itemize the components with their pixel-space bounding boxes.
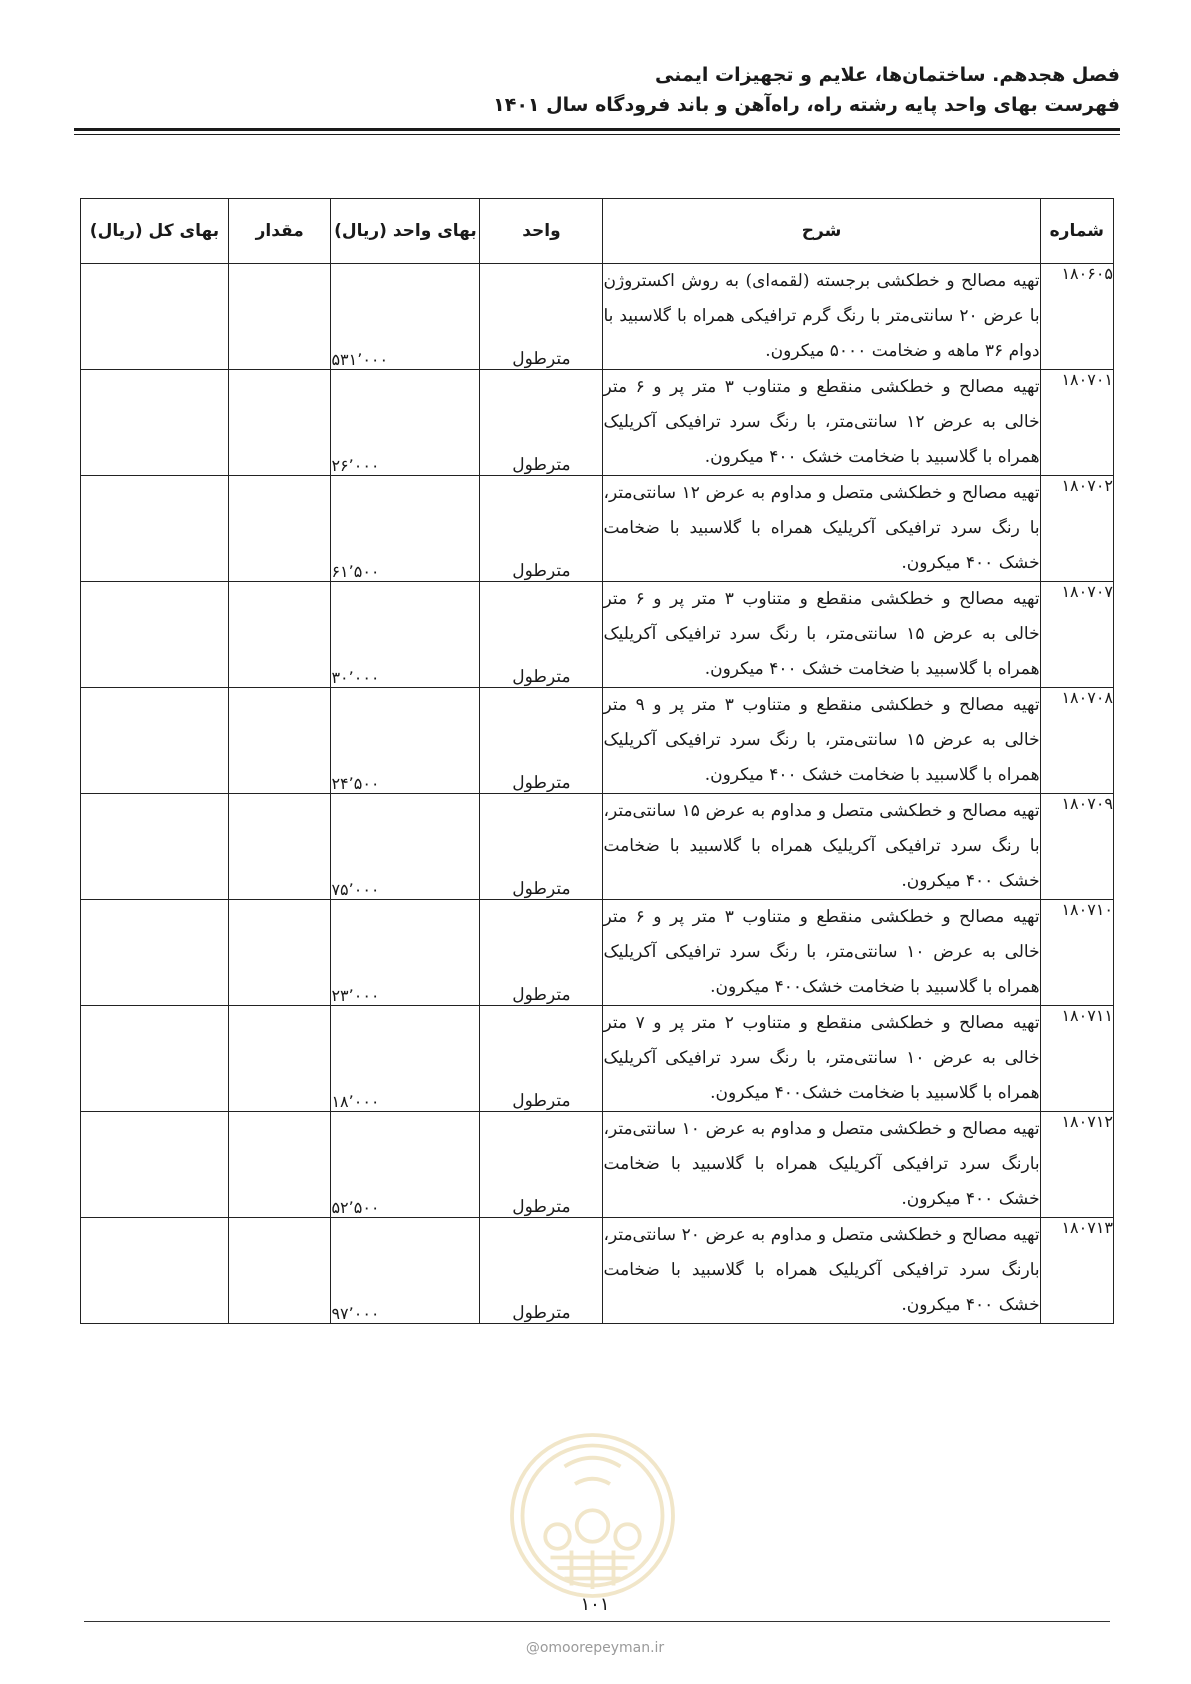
price-table [80, 198, 1114, 1324]
page-header [74, 60, 1120, 120]
footer-divider [84, 1621, 1110, 1622]
item-quantity [228, 370, 331, 476]
item-description: تهیه مصالح و خطکشی منقطع و متناوب ۲ متر پر و ۷ متر خالی به عرض ۱۰ سانتی‌متر، با رنگ سرد ترافیکی آکریلیک همراه با گلاسبید با ضخامت خشک۴۰۰ میکرون. [603, 1006, 1040, 1112]
item-number: ۱۸۰۷۱۱ [1040, 1006, 1113, 1112]
item-total-price [81, 476, 229, 582]
item-description: تهیه مصالح و خطکشی متصل و مداوم به عرض ۱۰ سانتی‌متر، بارنگ سرد ترافیکی آکریلیک همراه با گلاسبید با ضخامت خشک ۴۰۰ میکرون. [603, 1112, 1040, 1218]
item-unit-price: ۲۴٬۵۰۰ [331, 688, 480, 794]
item-unit: مترطول [480, 794, 603, 900]
item-description: تهیه مصالح و خطکشی متصل و مداوم به عرض ۲۰ سانتی‌متر، بارنگ سرد ترافیکی آکریلیک همراه با گلاسبید با ضخامت خشک ۴۰۰ میکرون. [603, 1218, 1040, 1324]
table-row [81, 1218, 1114, 1324]
item-total-price [81, 900, 229, 1006]
item-number: ۱۸۰۷۰۲ [1040, 476, 1113, 582]
item-total-price [81, 1006, 229, 1112]
item-quantity [228, 582, 331, 688]
table-row [81, 370, 1114, 476]
watermark-site-text: @omoorepeyman.ir [525, 1640, 665, 1656]
item-quantity [228, 476, 331, 582]
table-row [81, 900, 1114, 1006]
item-unit-price: ۶۱٬۵۰۰ [331, 476, 480, 582]
column-header-quantity: مقدار [228, 199, 331, 264]
item-unit: مترطول [480, 1006, 603, 1112]
table-row [81, 794, 1114, 900]
header-divider-thin [74, 134, 1120, 135]
table-row [81, 688, 1114, 794]
item-description: تهیه مصالح و خطکشی منقطع و متناوب ۳ متر پر و ۹ متر خالی به عرض ۱۵ سانتی‌متر، با رنگ سرد ترافیکی آکریلیک همراه با گلاسبید با ضخامت خشک ۴۰۰ میکرون. [603, 688, 1040, 794]
item-quantity [228, 900, 331, 1006]
table-row [81, 1112, 1114, 1218]
item-total-price [81, 1218, 229, 1324]
item-number: ۱۸۰۷۰۹ [1040, 794, 1113, 900]
table-header-row [81, 199, 1114, 264]
item-unit: مترطول [480, 1112, 603, 1218]
item-total-price [81, 264, 229, 370]
item-quantity [228, 264, 331, 370]
item-number: ۱۸۰۷۱۳ [1040, 1218, 1113, 1324]
column-header-unit-price: بهای واحد (ریال) [331, 199, 480, 264]
item-unit-price: ۵۲٬۵۰۰ [331, 1112, 480, 1218]
item-number: ۱۸۰۷۱۰ [1040, 900, 1113, 1006]
item-total-price [81, 1112, 229, 1218]
header-divider-thick [74, 128, 1120, 131]
item-unit: مترطول [480, 582, 603, 688]
item-total-price [81, 794, 229, 900]
item-description: تهیه مصالح و خطکشی منقطع و متناوب ۳ متر پر و ۶ متر خالی به عرض ۱۲ سانتی‌متر، با رنگ سرد ترافیکی آکریلیک همراه با گلاسبید با ضخامت خشک ۴۰۰ میکرون. [603, 370, 1040, 476]
item-total-price [81, 688, 229, 794]
item-unit: مترطول [480, 688, 603, 794]
item-description: تهیه مصالح و خطکشی متصل و مداوم به عرض ۱۲ سانتی‌متر، با رنگ سرد ترافیکی آکریلیک همراه با گلاسبید با ضخامت خشک ۴۰۰ میکرون. [603, 476, 1040, 582]
item-unit: مترطول [480, 264, 603, 370]
item-quantity [228, 794, 331, 900]
item-unit: مترطول [480, 476, 603, 582]
item-number: ۱۸۰۶۰۵ [1040, 264, 1113, 370]
item-number: ۱۸۰۷۰۷ [1040, 582, 1113, 688]
item-unit-price: ۲۳٬۰۰۰ [331, 900, 480, 1006]
table-row [81, 476, 1114, 582]
item-number: ۱۸۰۷۰۱ [1040, 370, 1113, 476]
item-unit-price: ۵۳۱٬۰۰۰ [331, 264, 480, 370]
item-number: ۱۸۰۷۱۲ [1040, 1112, 1113, 1218]
page-number: ۱۰۱ [580, 1594, 610, 1615]
item-unit: مترطول [480, 900, 603, 1006]
column-header-total-price: بهای کل (ریال) [81, 199, 229, 264]
price-list-title: فهرست بهای واحد پایه رشته راه، راه‌آهن و باند فرودگاه سال ۱۴۰۱ [493, 94, 1120, 116]
column-header-number: شماره [1040, 199, 1113, 264]
table-row [81, 1006, 1114, 1112]
item-description: تهیه مصالح و خطکشی متصل و مداوم به عرض ۱۵ سانتی‌متر، با رنگ سرد ترافیکی آکریلیک همراه با گلاسبید با ضخامت خشک ۴۰۰ میکرون. [603, 794, 1040, 900]
item-unit-price: ۷۵٬۰۰۰ [331, 794, 480, 900]
table-row [81, 582, 1114, 688]
chapter-title: فصل هجدهم. ساختمان‌ها، علایم و تجهیزات ایمنی [655, 64, 1120, 86]
item-quantity [228, 688, 331, 794]
item-total-price [81, 582, 229, 688]
item-description: تهیه مصالح و خطکشی برجسته (لقمه‌ای) به روش اکستروژن با عرض ۲۰ سانتی‌متر با رنگ گرم ترافیکی همراه با گلاسبید با دوام ۳۶ ماهه و ضخامت ۵۰۰۰ میکرون. [603, 264, 1040, 370]
publisher-seal-watermark [505, 1428, 680, 1603]
item-unit-price: ۲۶٬۰۰۰ [331, 370, 480, 476]
item-unit: مترطول [480, 1218, 603, 1324]
table-row [81, 264, 1114, 370]
item-unit-price: ۱۸٬۰۰۰ [331, 1006, 480, 1112]
item-unit-price: ۹۷٬۰۰۰ [331, 1218, 480, 1324]
item-unit-price: ۳۰٬۰۰۰ [331, 582, 480, 688]
item-quantity [228, 1218, 331, 1324]
item-description: تهیه مصالح و خطکشی منقطع و متناوب ۳ متر پر و ۶ متر خالی به عرض ۱۰ سانتی‌متر، با رنگ سرد ترافیکی آکریلیک همراه با گلاسبید با ضخامت خشک۴۰۰ میکرون. [603, 900, 1040, 1006]
column-header-unit: واحد [480, 199, 603, 264]
item-description: تهیه مصالح و خطکشی منقطع و متناوب ۳ متر پر و ۶ متر خالی به عرض ۱۵ سانتی‌متر، با رنگ سرد ترافیکی آکریلیک همراه با گلاسبید با ضخامت خشک ۴۰۰ میکرون. [603, 582, 1040, 688]
item-total-price [81, 370, 229, 476]
item-number: ۱۸۰۷۰۸ [1040, 688, 1113, 794]
item-quantity [228, 1112, 331, 1218]
item-quantity [228, 1006, 331, 1112]
column-header-description: شرح [603, 199, 1040, 264]
item-unit: مترطول [480, 370, 603, 476]
